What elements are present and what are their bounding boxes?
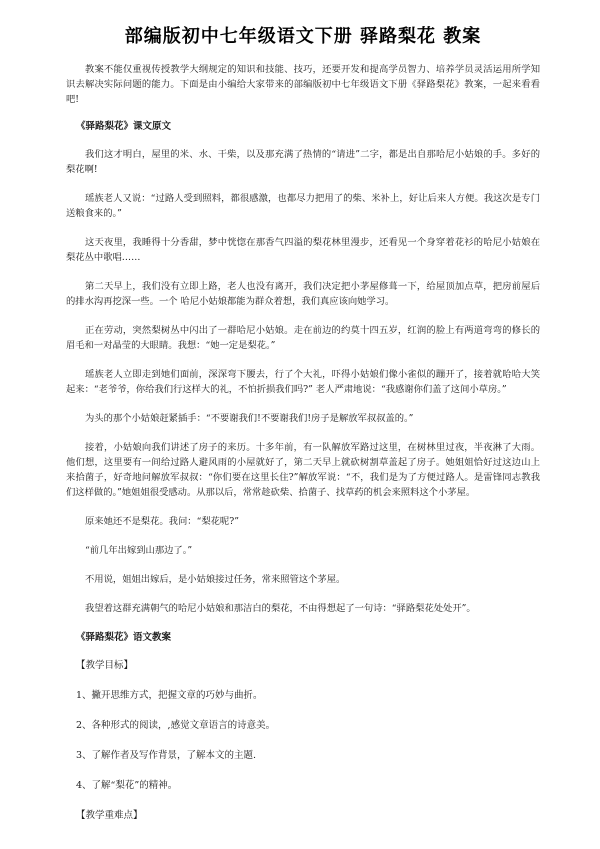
text-paragraph: 不用说，姐姐出嫁后，是小姑娘接过任务，常来照管这个茅屋。 [85,574,346,585]
text-paragraph: 我望着这群充满朝气的哈尼小姑娘和那洁白的梨花，不由得想起了一句诗：“驿路梨花处处开”。 [85,603,476,614]
text-paragraph: 这天夜里，我睡得十分香甜，梦中恍惚在那香气四溢的梨花林里漫步，还看见一个身穿着花衫的哈尼小姑娘在梨花丛中歌唱…… [66,237,540,263]
page-title: 部编版初中七年级语文下册 驿路梨花 教案 [124,26,482,47]
text-paragraph: 为头的那个小姑娘赶紧插手：“不要谢我们!不要谢我们!房子是解放军叔叔盖的。” [85,413,414,424]
section-heading-lesson-plan: 《驿路梨花》语文教案 [76,632,172,643]
text-paragraph: 接着，小姑娘向我们讲述了房子的来历。十多年前，有一队解放军路过这里，在树林里过夜，半夜淋了大雨。他们想，这里要有一间给过路人避风雨的小屋就好了，第二天早上就砍树割草盖起了房子。她姐姐恰好过这边山上来拾菌子，好奇地问解放军叔叔：“你们要在这里长住?”解放军说：“不，我们是为了方便过路人。是雷锋同志教我们这样做的。”她姐姐很受感动。从那以后，常常趁砍柴、拾菌子、找草药的机会来照料这个小茅屋。 [66,442,540,498]
text-paragraph: 瑶族老人又说：“过路人受到照料，都很感激，也都尽力把用了的柴、米补上，好让后来人方便。我这次是专门送粮食来的。” [66,193,540,219]
text-paragraph: 正在劳动，突然梨树丛中闪出了一群哈尼小姑娘。走在前边的约莫十四五岁，红润的脸上有两道弯弯的修长的眉毛和一对晶莹的大眼睛。我想：“她一定是梨花。” [66,325,540,351]
section-heading-original-text: 《驿路梨花》课文原文 [76,121,172,132]
text-paragraph: “前几年出嫁到山那边了。” [85,545,193,556]
text-paragraph: 第二天早上，我们没有立即上路，老人也没有离开，我们决定把小茅屋修葺一下，给屋顶加点草，把房前屋后的排水沟再挖深一些。一个 哈尼小姑娘都能为群众着想，我们真应该向她学习。 [66,281,540,307]
text-paragraph: 我们这才明白，屋里的米、水、干柴，以及那充满了热情的“请进”二字，都是出自那哈尼小姑娘的手。多好的梨花啊! [66,149,540,175]
intro-paragraph: 教案不能仅重视传授教学大纲规定的知识和技能、技巧，还要开发和提高学员智力、培养学员灵活运用所学知识去解决实际问题的能力。下面是由小编给大家带来的部编版初中七年级语文下册《驿路梨花》教案，一起来看看吧! [66,64,540,105]
goals-label: 【教学目标】 [76,660,134,671]
text-paragraph: 瑶族老人立即走到她们面前，深深弯下腰去，行了个大礼，吓得小姑娘们像小雀似的蹦开了，接着就哈哈大笑起来：“老爷爷，你给我们行这样大的礼，不怕折损我们吗?” 老人严肃地说：“我感谢你们盖了这间小草房。” [66,369,540,395]
goal-item: 1、撇开思维方式，把握文章的巧妙与曲折。 [76,690,263,701]
text-paragraph: 原来她还不是梨花。我问：“梨花呢?” [85,516,239,527]
goal-item: 4、了解“梨花”的精神。 [76,780,178,791]
goal-item: 2、各种形式的阅读，,感觉文章语言的诗意美。 [76,720,276,731]
goal-item: 3、了解作者及写作背景，了解本文的主题. [76,750,257,761]
key-points-label: 【教学重难点】 [76,810,143,821]
